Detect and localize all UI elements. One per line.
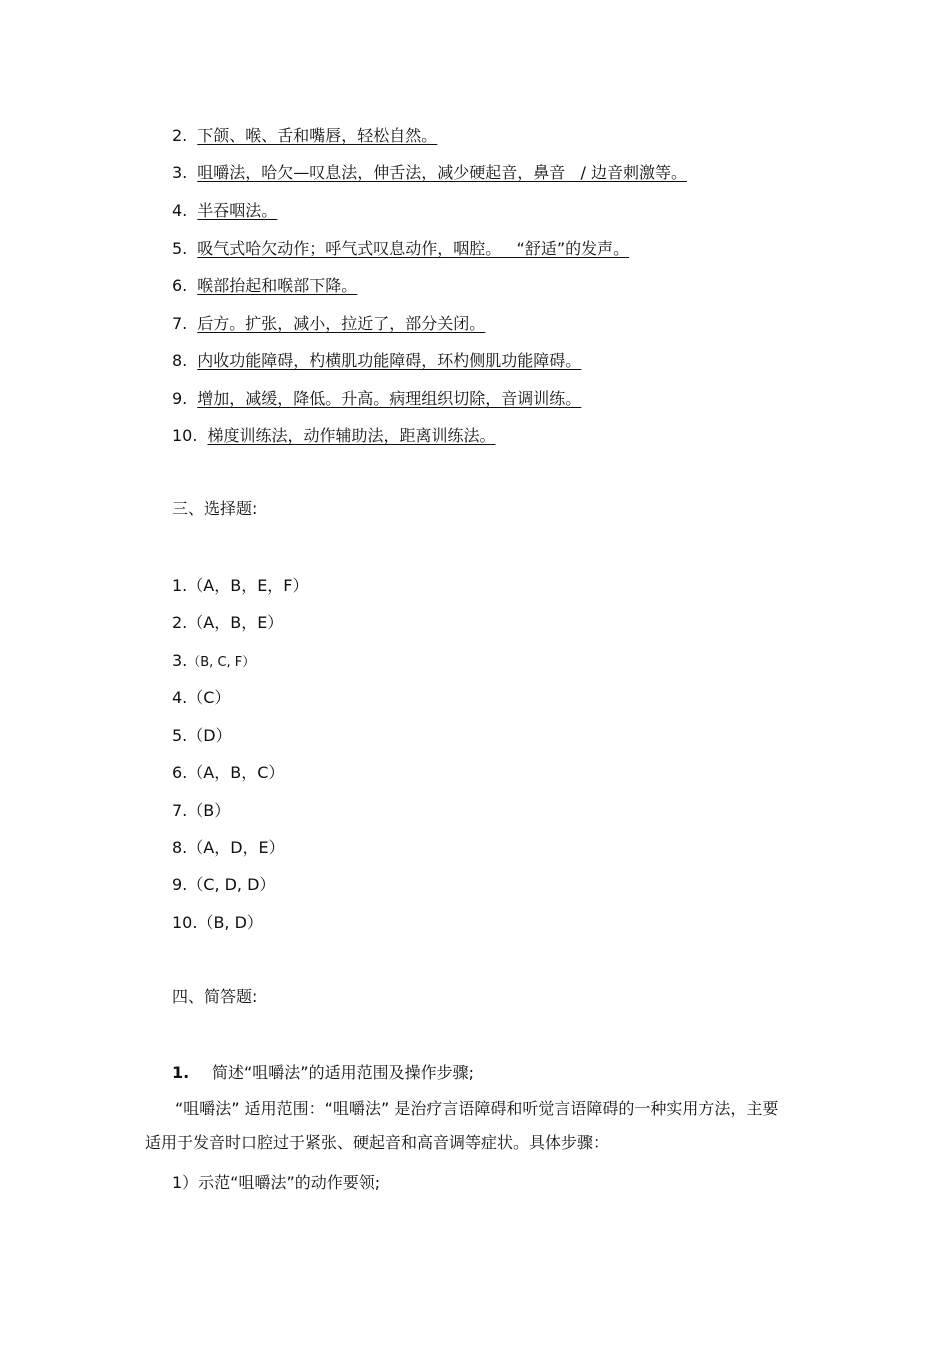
choice-answer-4 (172, 688, 230, 708)
fill-answer-text: 咀嚼法，哈欠—叹息法，伸舌法，减少硬起音，鼻音 / 边音刺激等。 (197, 163, 688, 182)
fill-answer-number: 3. (172, 163, 188, 182)
fill-answer-6 (172, 276, 371, 296)
choice-number: 10. (172, 913, 198, 932)
choice-answer-7 (172, 801, 230, 821)
fill-answer-text: 半吞咽法。 (197, 201, 278, 220)
answer-paragraph: “咀嚼法” 适用范围：“咀嚼法” 是治疗言语障碍和听觉言语障碍的一种实用方法，主要适用于发音时口腔过于紧张、硬起音和高音调等症状。具体步骤： (145, 1099, 779, 1152)
fill-answer-2 (172, 126, 451, 146)
choice-answer-1 (172, 576, 309, 596)
choice-number: 2. (172, 613, 188, 632)
choice-answer-5 (172, 726, 232, 746)
fill-answer-7 (172, 314, 499, 334)
fill-answer-text: 增加，减缓，降低。升高。病理组织切除，音调训练。 (197, 389, 582, 408)
fill-answer-number: 10. (172, 426, 198, 445)
choice-answer-8 (172, 838, 285, 858)
choice-number: 6. (172, 763, 188, 782)
choice-text: （A，B，E，F） (187, 576, 309, 595)
fill-answer-3 (172, 163, 701, 183)
choice-text: （B, C, F） (187, 655, 256, 670)
choice-text: （B） (187, 801, 231, 820)
choice-answer-3 (172, 651, 255, 673)
fill-answer-number: 9. (172, 389, 188, 408)
fill-answer-text: 后方。扩张，减小，拉近了，部分关闭。 (197, 314, 486, 333)
choice-number: 8. (172, 838, 188, 857)
fill-answer-text: 下颌、喉、舌和嘴唇，轻松自然。 (197, 126, 438, 145)
choice-answer-2 (172, 613, 283, 633)
fill-answer-5 (172, 239, 643, 259)
fill-answer-text: 吸气式哈欠动作；呼气式叹息动作，咽腔。 “舒适”的发声。 (197, 239, 630, 258)
fill-answer-number: 2. (172, 126, 188, 145)
fill-answer-text: 内收功能障碍，杓横肌功能障碍，环杓侧肌功能障碍。 (197, 351, 582, 370)
fill-answer-10 (172, 426, 509, 446)
choice-text: （A，D，E） (187, 838, 285, 857)
choice-number: 7. (172, 801, 188, 820)
choice-number: 3. (172, 651, 188, 670)
section-heading-short-answer: 四、简答题: (172, 987, 258, 1006)
choice-number: 4. (172, 688, 188, 707)
choice-answer-10 (172, 913, 263, 933)
choice-text: （D） (187, 726, 232, 745)
fill-answer-text: 梯度训练法，动作辅助法，距离训练法。 (207, 426, 496, 445)
fill-answer-number: 5. (172, 239, 188, 258)
answer-step-1: 1）示范“咀嚼法”的动作要领; (172, 1173, 381, 1192)
section-heading-choice: 三、选择题: (172, 499, 258, 518)
choice-answer-6 (172, 763, 284, 783)
fill-answer-8 (172, 351, 595, 371)
fill-answer-number: 6. (172, 276, 188, 295)
fill-answer-4 (172, 201, 291, 221)
question-number: 1. (172, 1063, 190, 1082)
short-answer-question-1 (172, 1063, 474, 1083)
fill-answer-number: 4. (172, 201, 188, 220)
choice-text: （B, D） (197, 913, 263, 932)
choice-text: （A，B，C） (187, 763, 285, 782)
choice-answer-9 (172, 875, 275, 895)
choice-text: （C, D, D） (187, 875, 276, 894)
fill-answer-9 (172, 389, 595, 409)
choice-number: 1. (172, 576, 188, 595)
question-title: 简述“咀嚼法”的适用范围及操作步骤; (212, 1063, 474, 1082)
choice-text: （A，B，E） (187, 613, 284, 632)
fill-answer-text: 喉部抬起和喉部下降。 (197, 276, 358, 295)
choice-number: 9. (172, 875, 188, 894)
choice-number: 5. (172, 726, 188, 745)
choice-text: （C） (187, 688, 231, 707)
fill-answer-number: 7. (172, 314, 188, 333)
fill-answer-number: 8. (172, 351, 188, 370)
